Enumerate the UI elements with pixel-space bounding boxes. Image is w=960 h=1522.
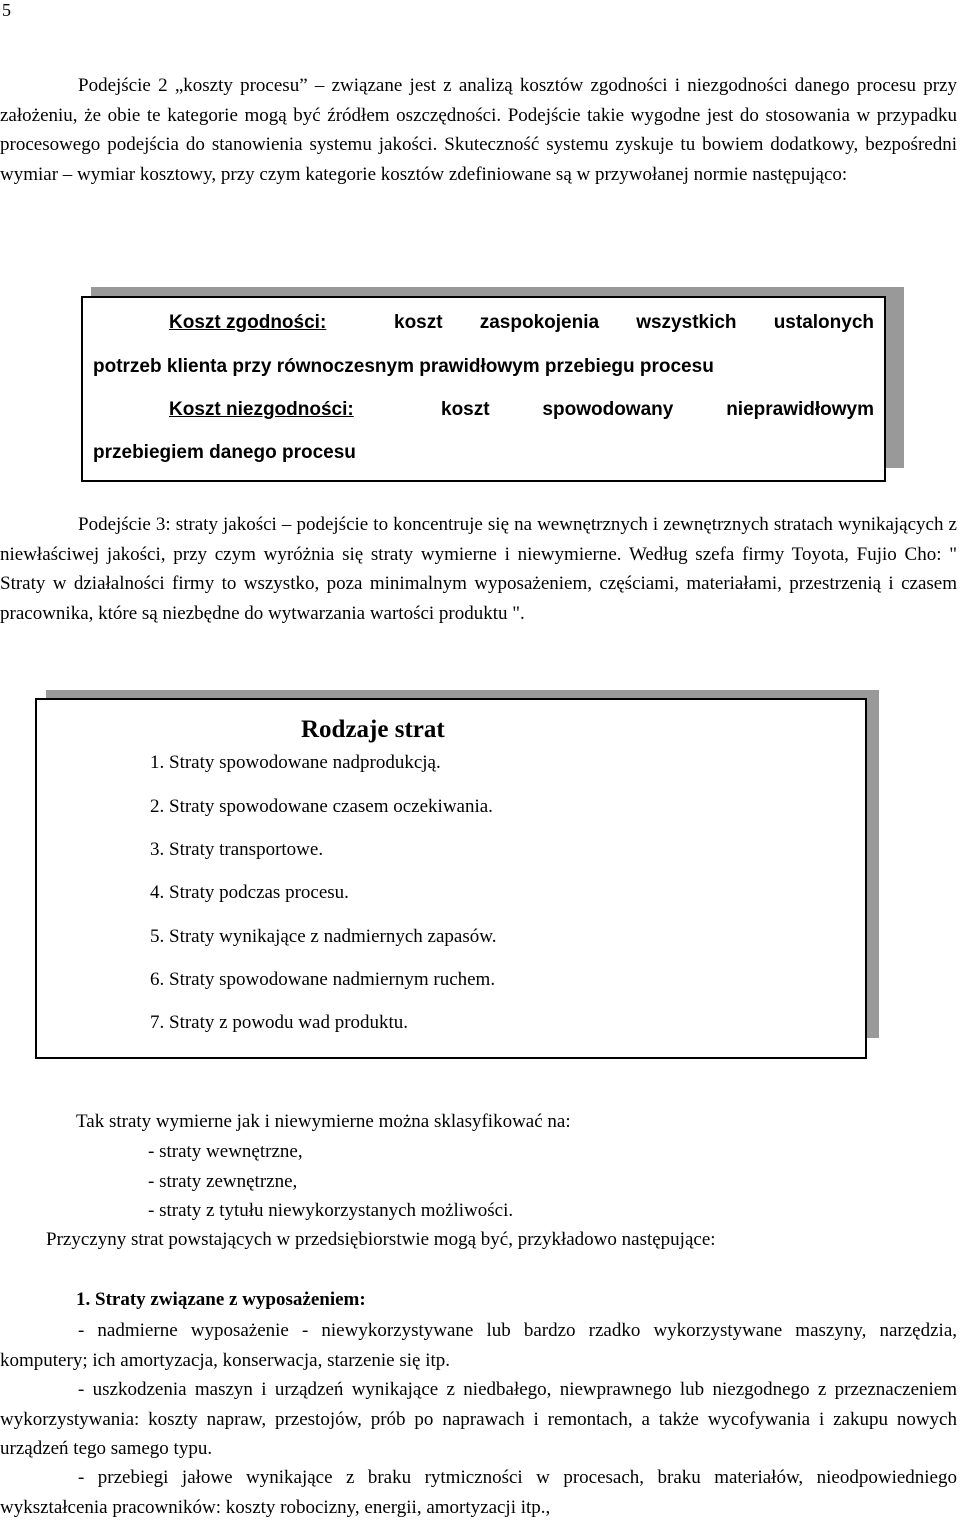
section-1-paragraph-1: - nadmierne wyposażenie - niewykorzystywane lub bardzo rzadko wykorzystywane maszyny, narzędzia, komputery; ich amortyzacja, konserwacja, starzenie się itp. <box>0 1320 957 1371</box>
nonconformity-cost-label: Koszt niezgodności: <box>169 399 354 420</box>
loss-type-item: 5. Straty wynikające z nadmiernych zapasów. <box>150 926 497 947</box>
conformity-cost-label: Koszt zgodności: <box>169 312 327 333</box>
loss-types-title: Rodzaje strat <box>301 716 445 743</box>
loss-type-item: 3. Straty transportowe. <box>150 839 324 860</box>
paragraph-approach-3: Podejście 3: straty jakości – podejście to koncentruje się na wewnętrznych i zewnętrznych stratach wynikających z niewłaściwej jakości, przy czym wyróżnia się straty wymierne i niewymierne. Według szefa firmy Toyota, Fujio Cho: " Straty w działalności firmy to wszystko, poza minimalnym wyposażeniem, częściami, materiałami, przestrzenią i czasem pracownika, które są niezbędne do wytwarzania wartości produktu ". <box>0 514 957 624</box>
conformity-cost-text-1: koszt zaspokojenia wszystkich ustalonych <box>394 312 874 333</box>
conformity-cost-text-2: potrzeb klienta przy równoczesnym prawidłowym przebiegu procesu <box>93 356 714 377</box>
section-1-paragraph-3: - przebiegi jałowe wynikające z braku rytmiczności w procesach, braku materiałów, nieodpowiedniego wykształcenia pracowników: koszty robocizny, energii, amortyzacji itp., <box>0 1467 957 1518</box>
causes-intro: Przyczyny strat powstających w przedsiębiorstwie mogą być, przykładowo następujące: <box>46 1229 716 1250</box>
loss-type-item: 6. Straty spowodowane nadmiernym ruchem. <box>150 969 496 990</box>
section-1-paragraph-2: - uszkodzenia maszyn i urządzeń wynikające z niedbałego, niewprawnego lub niezgodnego z przeznaczeniem wykorzystywania: koszty napraw, przestojów, prób po naprawach i remontach, a także wycofywania i zakupu nowych urządzeń tego samego typu. <box>0 1379 957 1459</box>
cost-definitions-box <box>81 296 886 482</box>
classification-item: - straty z tytułu niewykorzystanych możliwości. <box>148 1200 514 1221</box>
loss-types-box <box>35 698 867 1059</box>
nonconformity-cost-text-1: koszt spowodowany nieprawidłowym <box>441 399 874 420</box>
classification-item: - straty zewnętrzne, <box>148 1171 298 1192</box>
paragraph-approach-2: Podejście 2 „koszty procesu” – związane jest z analizą kosztów zgodności i niezgodności danego procesu przy założeniu, że obie te kategorie mogą być źródłem oszczędności. Podejście takie wygodne jest do stosowania w przypadku procesowego podejścia do stanowienia systemu jakości. Skuteczność systemu zyskuje tu bowiem dodatkowy, bezpośredni wymiar – wymiar kosztowy, przy czym kategorie kosztów zdefiniowane są w przywołanej normie następująco: <box>0 75 957 185</box>
loss-type-item: 1. Straty spowodowane nadprodukcją. <box>150 752 441 773</box>
classification-intro: Tak straty wymierne jak i niewymierne można sklasyfikować na: <box>76 1111 571 1132</box>
page-number: 5 <box>2 0 11 20</box>
section-1-heading: 1. Straty związane z wyposażeniem: <box>76 1289 366 1310</box>
loss-type-item: 4. Straty podczas procesu. <box>150 882 349 903</box>
nonconformity-cost-text-2: przebiegiem danego procesu <box>93 442 356 463</box>
classification-item: - straty wewnętrzne, <box>148 1141 303 1162</box>
loss-type-item: 2. Straty spowodowane czasem oczekiwania. <box>150 796 493 817</box>
loss-type-item: 7. Straty z powodu wad produktu. <box>150 1012 409 1033</box>
